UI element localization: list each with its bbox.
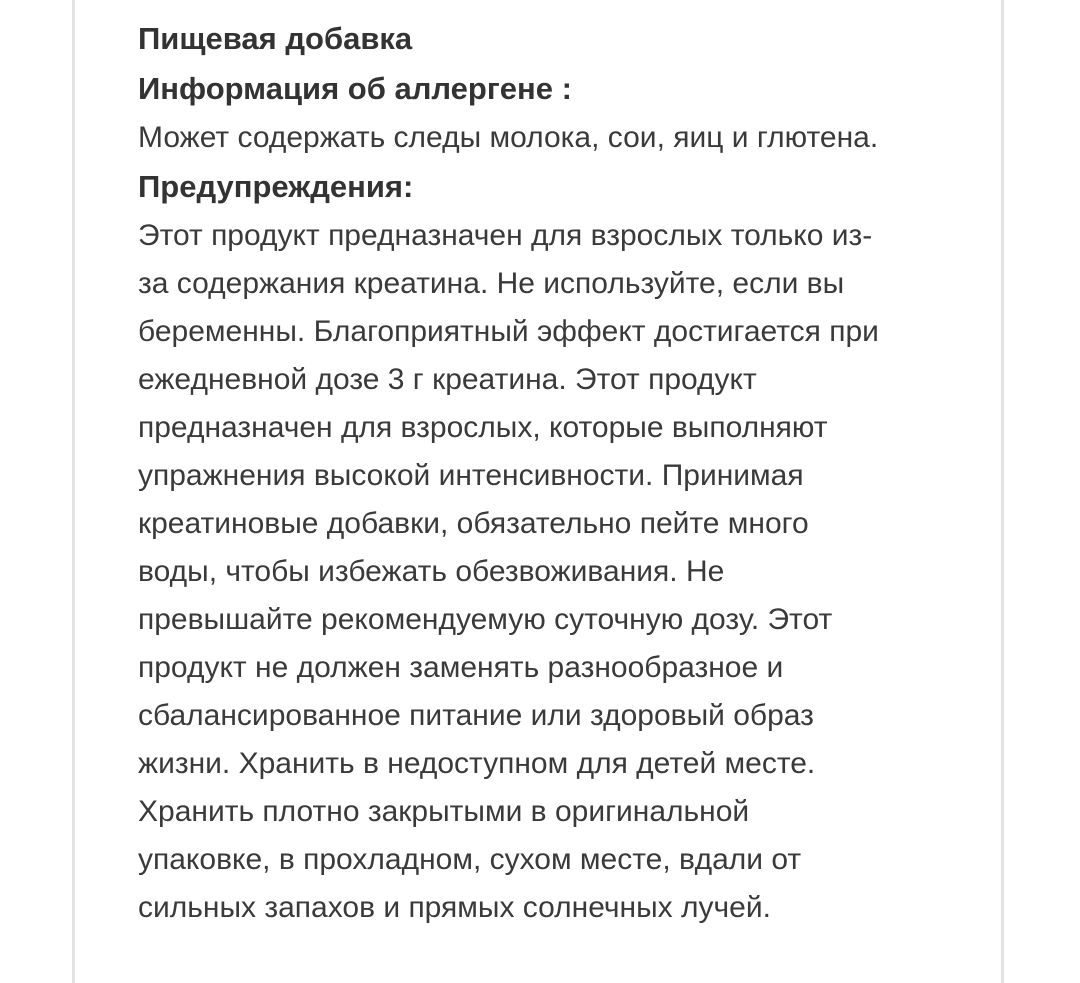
warnings-line: продукт не должен заменять разнообразное и <box>138 651 784 684</box>
warnings-line: беременны. Благоприятный эффект достигается при <box>138 315 879 348</box>
warnings-line: сбалансированное питание или здоровый образ <box>138 699 814 732</box>
warnings-heading: Предупреждения: <box>138 169 414 204</box>
warnings-text <box>138 212 948 932</box>
warnings-line: предназначен для взрослых, которые выполняют <box>138 411 828 444</box>
warnings-line: ежедневной дозе 3 г креатина. Этот продукт <box>138 363 757 396</box>
warnings-line: упаковке, в прохладном, сухом месте, вдали от <box>138 843 802 876</box>
warnings-line: Хранить плотно закрытыми в оригинальной <box>138 795 750 828</box>
warnings-line: превышайте рекомендуемую суточную дозу. Этот <box>138 603 833 636</box>
warnings-line: за содержания креатина. Не используйте, если вы <box>138 267 845 300</box>
product-details-content <box>138 14 958 932</box>
warnings-line: креатиновые добавки, обязательно пейте много <box>138 507 809 540</box>
warnings-line: жизни. Хранить в недоступном для детей месте. <box>138 747 816 780</box>
warnings-line: сильных запахов и прямых солнечных лучей. <box>138 891 771 924</box>
category-heading: Пищевая добавка <box>138 21 413 56</box>
product-info-card <box>72 0 1004 983</box>
warnings-line: воды, чтобы избежать обезвоживания. Не <box>138 555 725 588</box>
allergen-text: Может содержать следы молока, сои, яиц и глютена. <box>138 121 879 154</box>
warnings-line: Этот продукт предназначен для взрослых только из- <box>138 219 873 252</box>
allergen-heading: Информация об аллергене : <box>138 71 572 106</box>
warnings-line: упражнения высокой интенсивности. Принимая <box>138 459 804 492</box>
